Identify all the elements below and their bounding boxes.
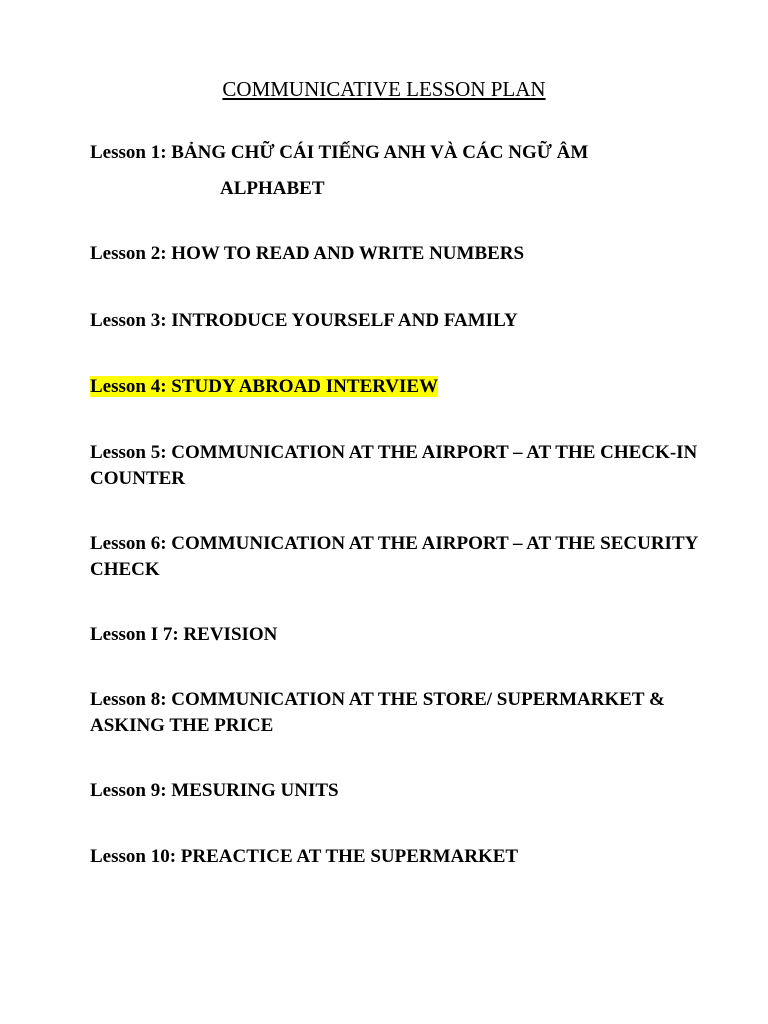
lesson-9 xyxy=(90,778,700,804)
lesson-4-label: Lesson 4: STUDY ABROAD INTERVIEW xyxy=(90,376,439,397)
lesson-3-label: Lesson 3: INTRODUCE YOURSELF AND FAMILY xyxy=(90,310,518,331)
lesson-9-label: Lesson 9: MESURING UNITS xyxy=(90,780,339,801)
lesson-1 xyxy=(90,140,700,202)
lesson-2 xyxy=(90,241,700,267)
document-title: COMMUNICATIVE LESSON PLAN xyxy=(222,77,546,101)
lesson-8 xyxy=(90,687,700,739)
lesson-3 xyxy=(90,308,700,334)
lesson-4 xyxy=(90,374,700,400)
lesson-10 xyxy=(90,844,700,870)
lesson-7 xyxy=(90,622,700,648)
lesson-5-label: Lesson 5: COMMUNICATION AT THE AIRPORT – AT THE CHECK-IN COUNTER xyxy=(90,442,698,489)
lesson-2-label: Lesson 2: HOW TO READ AND WRITE NUMBERS xyxy=(90,243,525,264)
lesson-6 xyxy=(90,531,700,583)
lesson-8-label: Lesson 8: COMMUNICATION AT THE STORE/ SUPERMARKET & ASKING THE PRICE xyxy=(90,689,665,736)
lesson-7-label: Lesson I 7: REVISION xyxy=(90,624,278,645)
lesson-6-label: Lesson 6: COMMUNICATION AT THE AIRPORT – AT THE SECURITY CHECK xyxy=(90,533,698,580)
lesson-10-label: Lesson 10: PREACTICE AT THE SUPERMARKET xyxy=(90,846,519,867)
lesson-1-subtitle: ALPHABET xyxy=(220,178,325,199)
lesson-1-label: Lesson 1: BẢNG CHỮ CÁI TIẾNG ANH VÀ CÁC NGỮ ÂM xyxy=(90,142,589,163)
lesson-5 xyxy=(90,440,700,492)
